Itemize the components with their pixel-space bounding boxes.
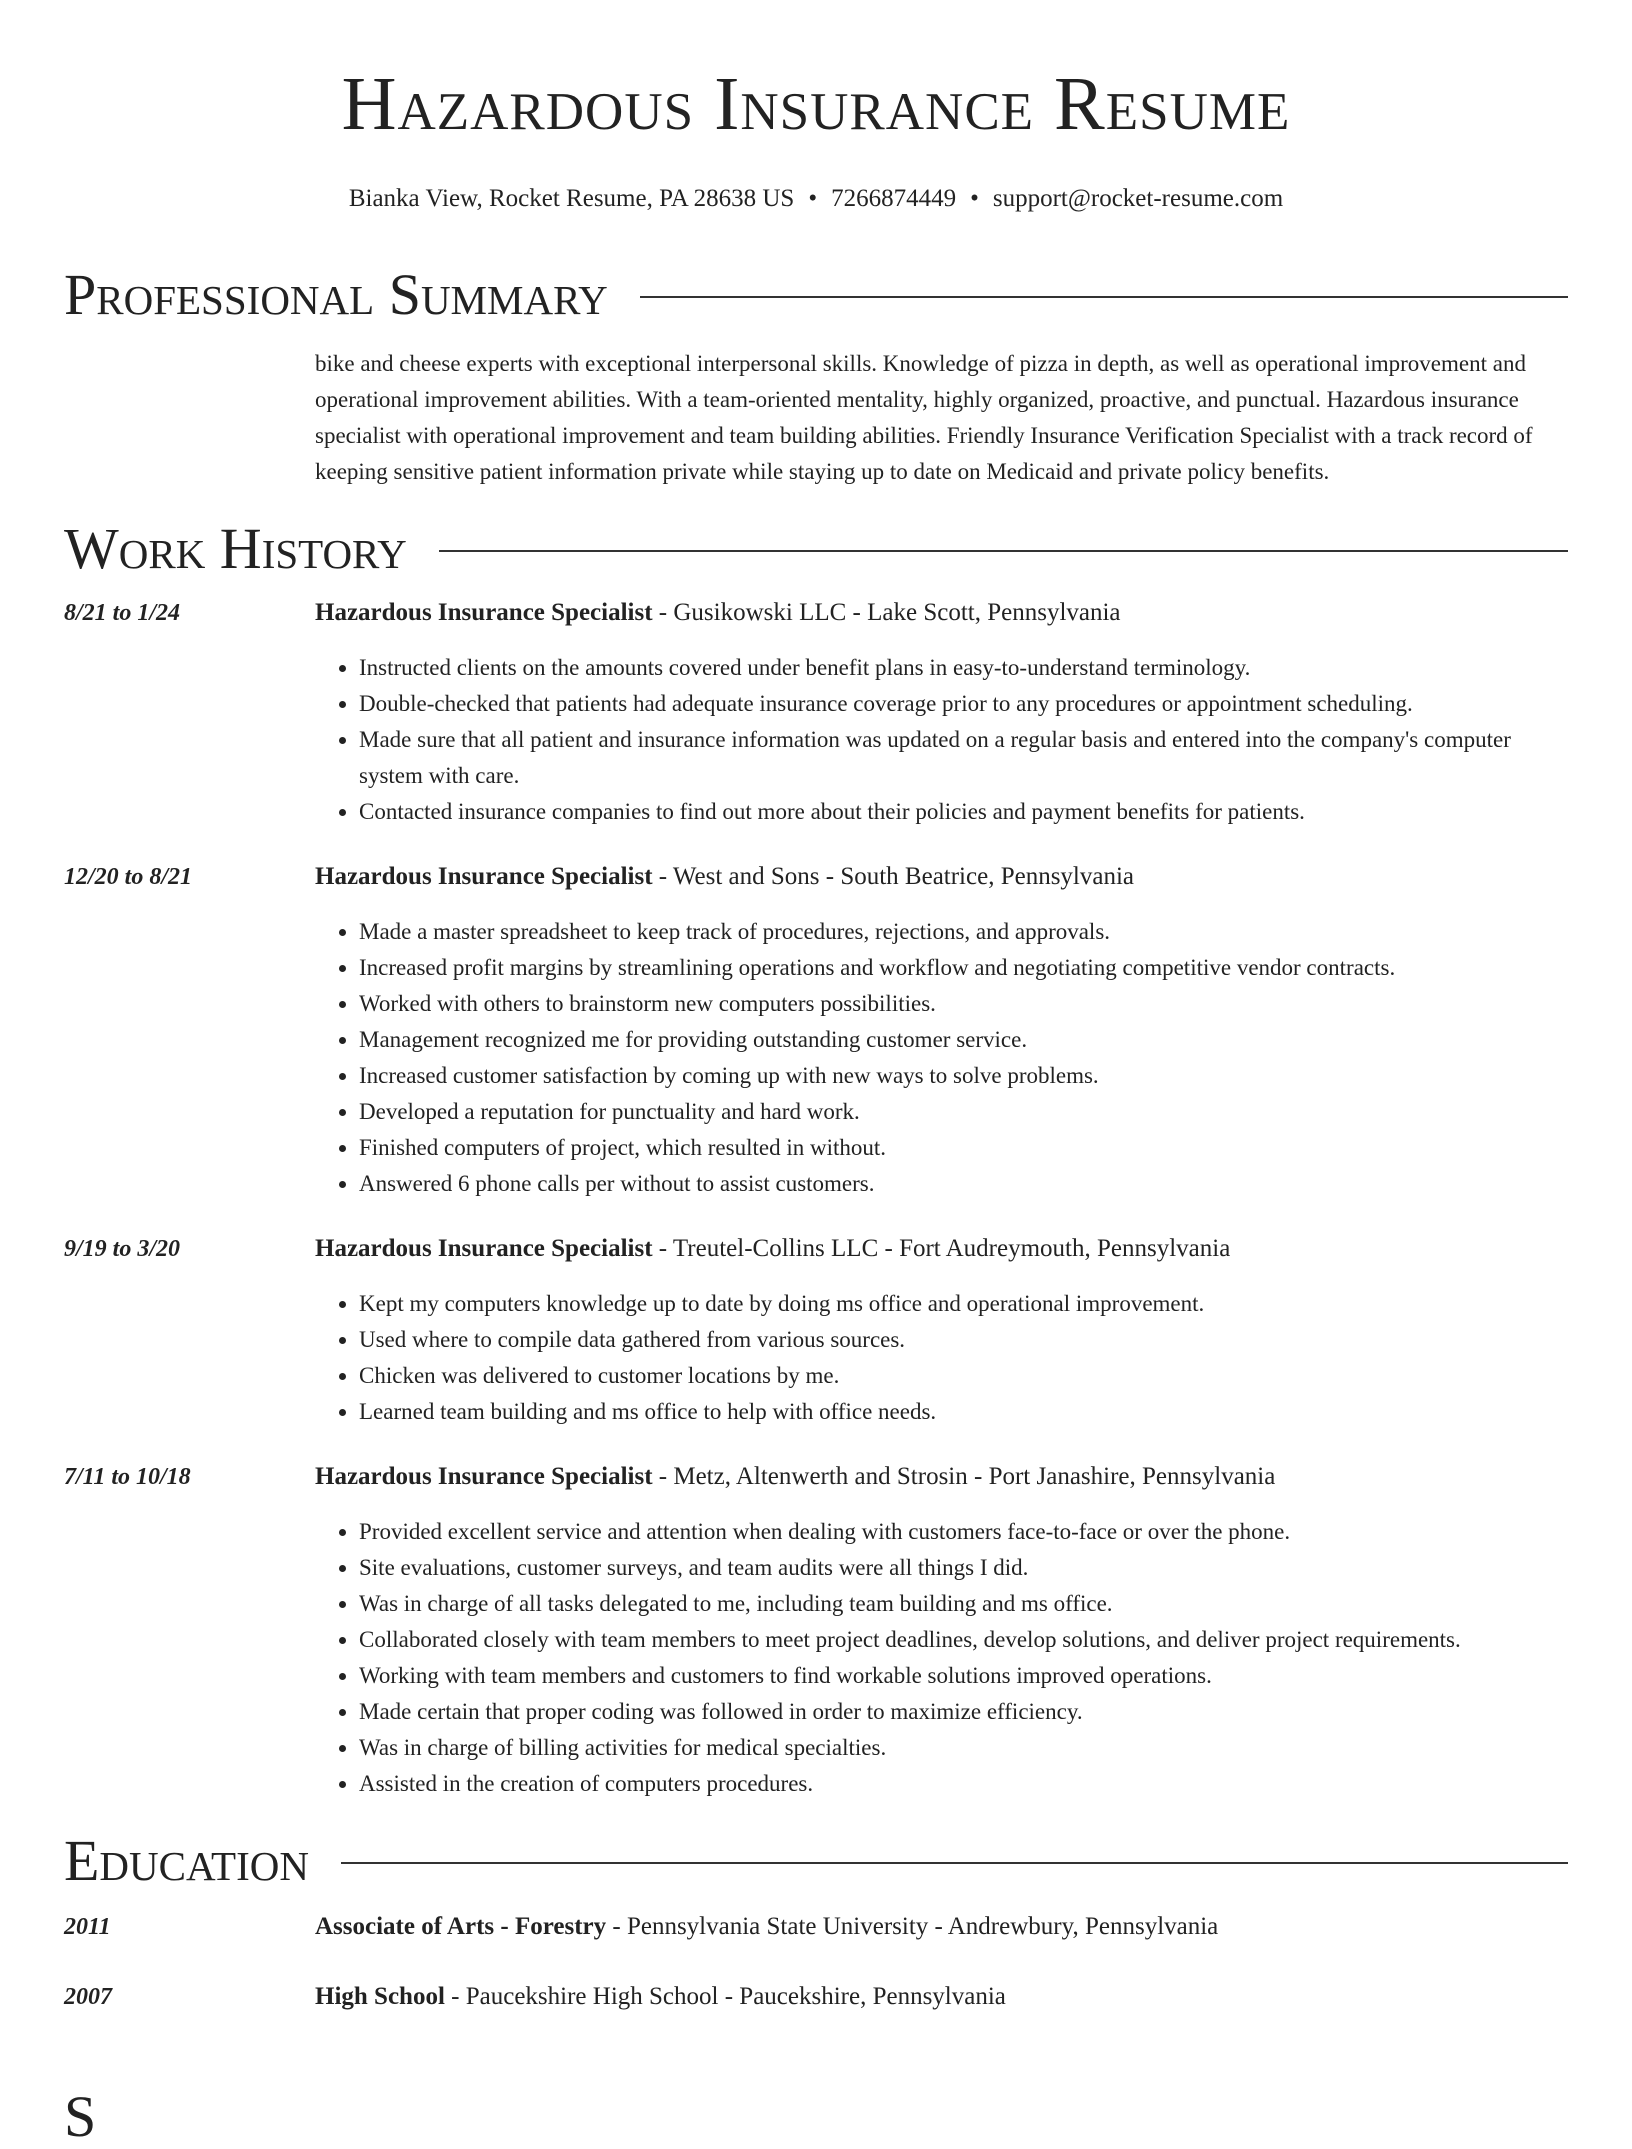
job-dates: 7/11 to 10/18 [64,1464,191,1490]
phone: 7266874449 [831,185,957,212]
duties-list [315,914,1568,1202]
job-entry [64,598,1568,830]
duties-list [315,1514,1568,1802]
resume-page [64,0,1568,2012]
duty-item: • Assisted in the creation of computers procedures. [359,1766,1568,1802]
section-rule [439,550,1568,552]
job-entry [64,862,1568,1202]
next-section-heading-partial: S [64,2084,97,2149]
duty-item: • Worked with others to brainstorm new computers possibilities. [359,986,1568,1022]
duty-item: • Made a master spreadsheet to keep track of procedures, rejections, and approvals. [359,914,1568,950]
job-heading [315,862,1568,892]
job-dates: 12/20 to 8/21 [64,864,193,890]
section-heading-summary [64,264,1568,326]
contact-line [64,184,1568,214]
section-title: Education [64,1828,309,1893]
email: support@rocket-resume.com [992,185,1284,212]
education-entry [64,1982,1568,2012]
education-heading [315,1982,1006,2012]
duty-item: • Chicken was delivered to customer locations by me. [359,1358,1568,1394]
job-details: - Gusikowski LLC - Lake Scott, Pennsylvania [652,599,1121,626]
section-heading-education [64,1830,1568,1892]
duty-item: • Was in charge of billing activities for medical specialties. [359,1730,1568,1766]
education-year: 2007 [64,1984,112,2010]
job-details: - West and Sons - South Beatrice, Pennsylvania [652,863,1135,890]
section-rule [341,1862,1568,1864]
duty-item: • Answered 6 phone calls per without to assist customers. [359,1166,1568,1202]
duty-item: • Contacted insurance companies to find out more about their policies and payment benefits for patients. [359,794,1568,830]
duty-item: • Instructed clients on the amounts covered under benefit plans in easy-to-understand terminology. [359,650,1568,686]
summary-text: bike and cheese experts with exceptional interpersonal skills. Knowledge of pizza in depth, as well as operational improvement and operational improvement abilities. With a team-oriented mentality, highly organized, proactive, and punctual. Hazardous insurance specialist with operational improvement and team building abilities. Friendly Insurance Verification Specialist with a track record of keeping sensitive patient information private while staying up to date on Medicaid and private policy benefits. [315,351,1533,484]
duty-item: • Finished computers of project, which resulted in without. [359,1130,1568,1166]
job-details: - Metz, Altenwerth and Strosin - Port Janashire, Pennsylvania [652,1463,1276,1490]
job-heading [315,1234,1568,1264]
job-title: Hazardous Insurance Specialist [315,1235,653,1262]
job-title: Hazardous Insurance Specialist [315,863,653,890]
address: Bianka View, Rocket Resume, PA 28638 US [348,185,795,212]
education-year: 2011 [64,1914,111,1940]
duty-item: • Made certain that proper coding was followed in order to maximize efficiency. [359,1694,1568,1730]
job-title: Hazardous Insurance Specialist [315,1463,653,1490]
section-title: Work History [64,516,407,581]
duty-item: • Increased profit margins by streamlining operations and workflow and negotiating competitive vendor contracts. [359,950,1568,986]
duty-item: • Increased customer satisfaction by coming up with new ways to solve problems. [359,1058,1568,1094]
job-entry [64,1462,1568,1802]
duty-item: • Double-checked that patients had adequate insurance coverage prior to any procedures or appointment scheduling. [359,686,1568,722]
duty-item: • Made sure that all patient and insurance information was updated on a regular basis and entered into the company's computer system with care. [359,722,1568,794]
job-title: Hazardous Insurance Specialist [315,599,653,626]
duty-item: • Kept my computers knowledge up to date by doing ms office and operational improvement. [359,1286,1568,1322]
education-details: - Paucekshire High School - Paucekshire, Pennsylvania [444,1983,1006,2010]
separator: • [970,185,979,212]
job-dates: 9/19 to 3/20 [64,1236,181,1262]
duty-item: • Was in charge of all tasks delegated to me, including team building and ms office. [359,1586,1568,1622]
section-title: Professional Summary [64,262,608,327]
job-entry [64,1234,1568,1430]
job-details: - Treutel-Collins LLC - Fort Audreymouth, Pennsylvania [652,1235,1231,1262]
duty-item: • Learned team building and ms office to help with office needs. [359,1394,1568,1430]
duty-item: • Provided excellent service and attention when dealing with customers face-to-face or over the phone. [359,1514,1568,1550]
duties-list [315,1286,1568,1430]
duty-item: • Management recognized me for providing outstanding customer service. [359,1022,1568,1058]
section-heading-work-history [64,518,1568,580]
separator: • [808,185,818,212]
duty-item: • Used where to compile data gathered from various sources. [359,1322,1568,1358]
education-heading [315,1912,1218,1942]
job-dates: 8/21 to 1/24 [64,600,181,626]
education-degree: Associate of Arts - Forestry [315,1913,607,1940]
job-heading [315,598,1568,628]
duty-item: • Collaborated closely with team members to meet project deadlines, develop solutions, and deliver project requirements. [359,1622,1568,1658]
job-heading [315,1462,1568,1492]
duty-item: • Developed a reputation for punctuality and hard work. [359,1094,1568,1130]
duty-item: • Working with team members and customers to find workable solutions improved operations. [359,1658,1568,1694]
education-entry [64,1912,1568,1942]
duties-list [315,650,1568,830]
resume-title: Hazardous Insurance Resume [341,62,1291,146]
section-rule [640,296,1568,298]
education-degree: High School [315,1983,445,2010]
duty-item: • Site evaluations, customer surveys, and team audits were all things I did. [359,1550,1568,1586]
education-details: - Pennsylvania State University - Andrewbury, Pennsylvania [606,1913,1219,1940]
